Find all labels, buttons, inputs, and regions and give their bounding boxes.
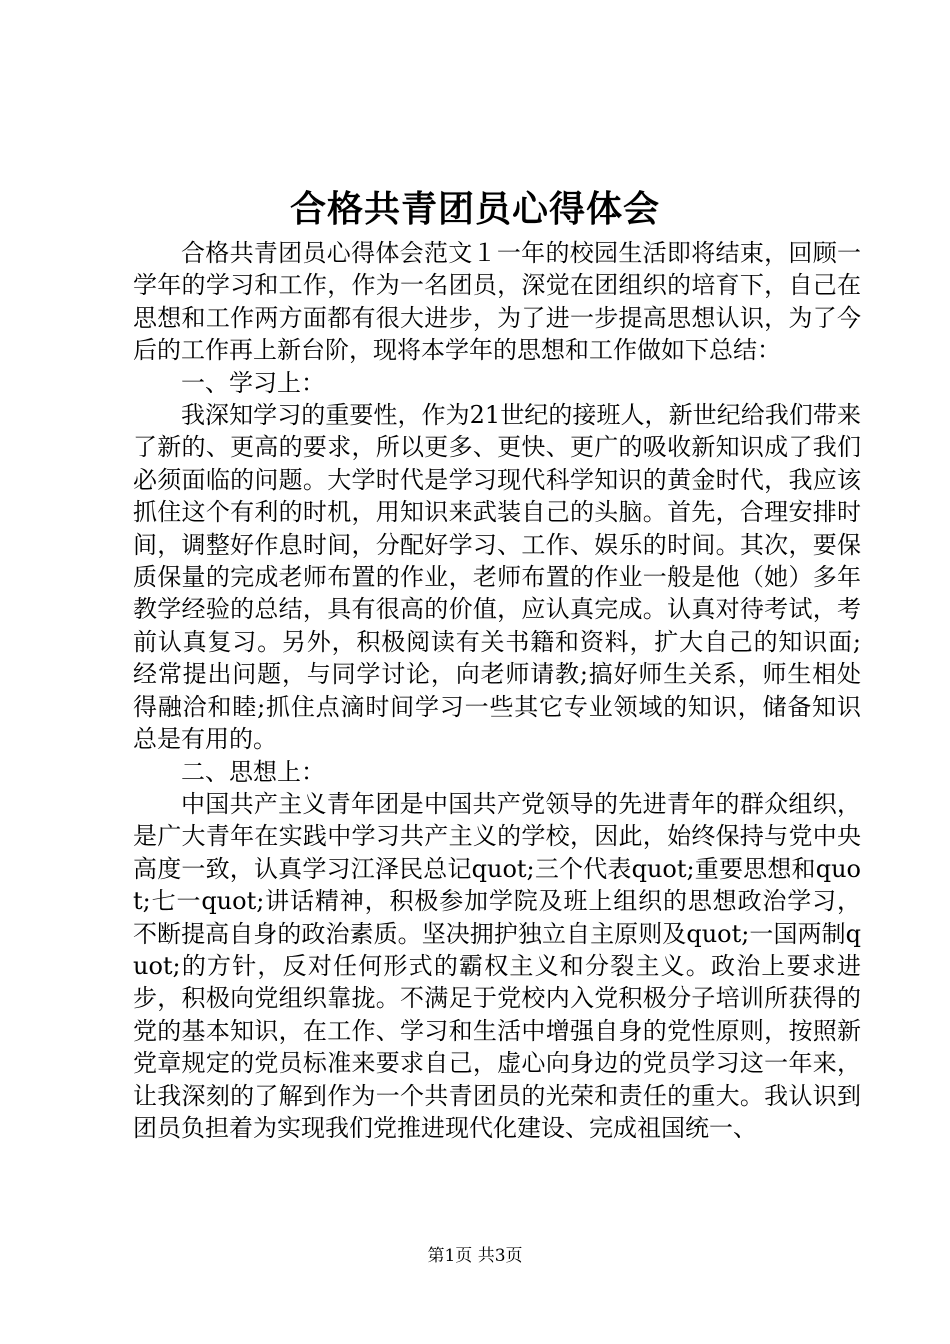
section-heading-study: 一、学习上： <box>181 368 325 397</box>
study-paragraph: 我深知学习的重要性，作为21世纪的接班人，新世纪给我们带来了新的、更高的要求，所以更多、更快、更广的吸收新知识成了我们必须面临的问题。大学时代是学习现代科学知识的黄金时代，我应该抓住这个有利的时机，用知识来武装自己的头脑。首先，合理安排时间，调整好作息时间，分配好学习、工作、娱乐的时间。其次，要保质保量的完成老师布置的作业，老师布置的作业一般是他（她）多年教学经验的总结，具有很高的价值，应认真完成。认真对待考试，考前认真复习。另外，积极阅读有关书籍和资料，扩大自己的知识面;经常提出问题，与同学讨论，向老师请教;搞好师生关系，师生相处得融洽和睦;抓住点滴时间学习一些其它专业领域的知识，储备知识总是有用的。 <box>133 401 861 754</box>
page-footer: 第1页 共3页 <box>427 1246 523 1266</box>
section-heading-thought: 二、思想上： <box>181 757 325 786</box>
document-title: 合格共青团员心得体会 <box>289 188 660 230</box>
document-body <box>133 237 861 1144</box>
thought-paragraph: 中国共产主义青年团是中国共产党领导的先进青年的群众组织，是广大青年在实践中学习共产主义的学校，因此，始终保持与党中央高度一致，认真学习江泽民总记quot;三个代表quot;重要思想和quot;七一quot;讲话精神，积极参加学院及班上组织的思想政治学习，不断提高自身的政治素质。坚决拥护独立自主原则及quot;一国两制quot;的方针，反对任何形式的霸权主义和分裂主义。政治上要求进步，积极向党组织靠拢。不满足于党校内入党积极分子培训所获得的党的基本知识，在工作、学习和生活中增强自身的党性原则，按照新党章规定的党员标准来要求自己，虚心向身边的党员学习这一年来，让我深刻的了解到作为一个共青团员的光荣和责任的重大。我认识到团员负担着为实现我们党推进现代化建设、完成祖国统一、 <box>133 789 861 1142</box>
intro-paragraph: 合格共青团员心得体会范文１一年的校园生活即将结束，回顾一学年的学习和工作，作为一名团员，深觉在团组织的培育下，自己在思想和工作两方面都有很大进步，为了进一步提高思想认识，为了今后的工作再上新台阶，现将本学年的思想和工作做如下总结： <box>133 239 861 365</box>
